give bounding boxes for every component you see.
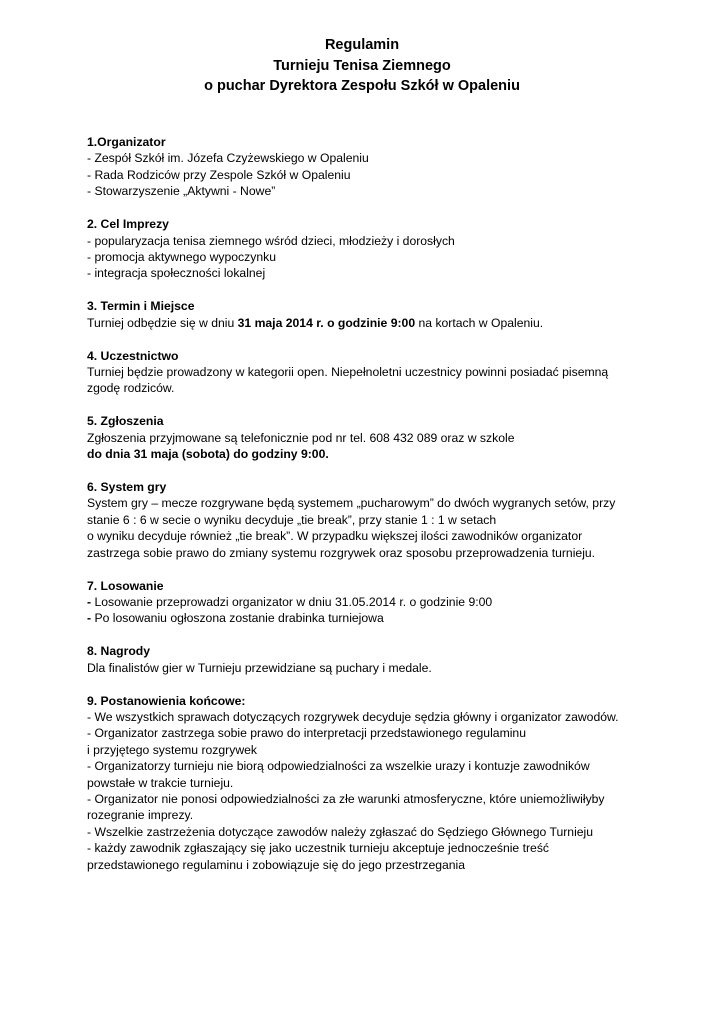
section-heading: 2. Cel Imprezy (87, 217, 169, 232)
section-heading: 6. System gry (87, 480, 167, 494)
text-line: Turniej będzie prowadzony w kategorii open. Niepełnoletni uczestnicy powinni posiadać pisemną (87, 364, 609, 379)
section-term (87, 298, 647, 331)
section-system (87, 479, 647, 561)
section-heading: 7. Losowanie (87, 578, 164, 593)
text-span: Po losowaniu ogłoszona zostanie drabinka turniejowa (91, 611, 384, 626)
text-line: System gry – mecze rozgrywane będą systemem „pucharowym” do dwóch wygranych setów, przy (87, 496, 616, 511)
text-line: Dla finalistów gier w Turnieju przewidziane są puchary i medale. (87, 660, 432, 675)
text-line: - integracja społeczności lokalnej (87, 266, 266, 281)
document-body (87, 134, 647, 890)
text-line: - Stowarzyszenie „Aktywni - Nowe” (87, 184, 276, 199)
text-line: o wyniku decyduje również „tie break”. W przypadku większej ilości zawodników organizator (87, 529, 583, 544)
section-draw (87, 578, 647, 627)
text-line: - We wszystkich sprawach dotyczących rozgrywek decyduje sędzia główny i organizator zawodów. (87, 709, 619, 724)
section-goal (87, 216, 647, 282)
text-line: - każdy zawodnik zgłaszający się jako uczestnik turnieju akceptuje jednocześnie treść (87, 841, 550, 856)
text-line: - Organizator nie ponosi odpowiedzialności za złe warunki atmosferyczne, które uniemożliwiłyby (87, 792, 605, 806)
section-heading: 1.Organizator (87, 135, 166, 149)
section-prizes (87, 643, 647, 676)
text-line (87, 594, 647, 610)
document-title (0, 35, 724, 97)
section-heading: 4. Uczestnictwo (87, 348, 179, 363)
text-line: - Organizatorzy turnieju nie biorą odpowiedzialności za wszelkie urazy i kontuzje zawodników (87, 759, 590, 774)
section-heading: 3. Termin i Miejsce (87, 299, 195, 314)
text-line: - popularyzacja tenisa ziemnego wśród dzieci, młodzieży i dorosłych (87, 233, 455, 248)
title-line: Turnieju Tenisa Ziemnego (273, 57, 451, 74)
registration-deadline (87, 446, 647, 462)
text-line: stanie 6 : 6 w secie o wyniku decyduje „tie break”, przy stanie 1 : 1 w setach (87, 512, 497, 527)
section-registration (87, 413, 647, 462)
text-line: powstałe w trakcie turnieju. (87, 775, 234, 790)
text-span: Turniej odbędzie się w dniu (87, 315, 238, 330)
text-line: Zgłoszenia przyjmowane są telefonicznie pod nr tel. 608 432 089 oraz w szkole (87, 430, 515, 445)
title-line: o puchar Dyrektora Zespołu Szkół w Opaleniu (204, 78, 520, 94)
section-organizer (87, 134, 647, 200)
text-line: - Zespół Szkół im. Józefa Czyżewskiego w Opaleniu (87, 151, 369, 166)
text-span: na kortach w Opaleniu. (415, 315, 544, 330)
section-heading: 8. Nagrody (87, 644, 150, 659)
section-participation (87, 348, 647, 397)
dash-marker: - (87, 594, 92, 609)
text-line: - Wszelkie zastrzeżenia dotyczące zawodów należy zgłaszać do Sędziego Głównego Turnieju (87, 824, 594, 839)
text-span: Losowanie przeprowadzi organizator w dniu 31.05.2014 r. o godzinie 9:00 (91, 594, 493, 609)
title-line: Regulamin (324, 37, 400, 53)
section-heading: 9. Postanowienia końcowe: (87, 693, 246, 708)
text-line (87, 315, 647, 331)
text-line: przedstawionego regulaminu i zobowiązuje się do jego przestrzegania (87, 857, 466, 872)
text-line: - promocja aktywnego wypoczynku (87, 249, 276, 264)
section-final-provisions (87, 693, 647, 873)
text-line: i przyjętego systemu rozgrywek (87, 742, 258, 757)
text-line: - Organizator zastrzega sobie prawo do interpretacji przedstawionego regulaminu (87, 726, 526, 741)
term-date: 31 maja 2014 r. o godzinie 9:00 (237, 315, 416, 330)
dash-marker: - (87, 611, 92, 626)
text-line: zgodę rodziców. (87, 381, 175, 396)
text-line: zastrzega sobie prawo do zmiany systemu rozgrywek oraz sposobu przeprowadzenia turnieju. (87, 545, 596, 560)
text-span: do dnia 31 maja (sobota) do godziny 9:00. (87, 447, 329, 462)
text-line (87, 610, 647, 626)
text-line: - Rada Rodziców przy Zespole Szkół w Opaleniu (87, 167, 351, 182)
text-line: rozegranie imprezy. (87, 808, 194, 823)
section-heading: 5. Zgłoszenia (87, 414, 164, 429)
